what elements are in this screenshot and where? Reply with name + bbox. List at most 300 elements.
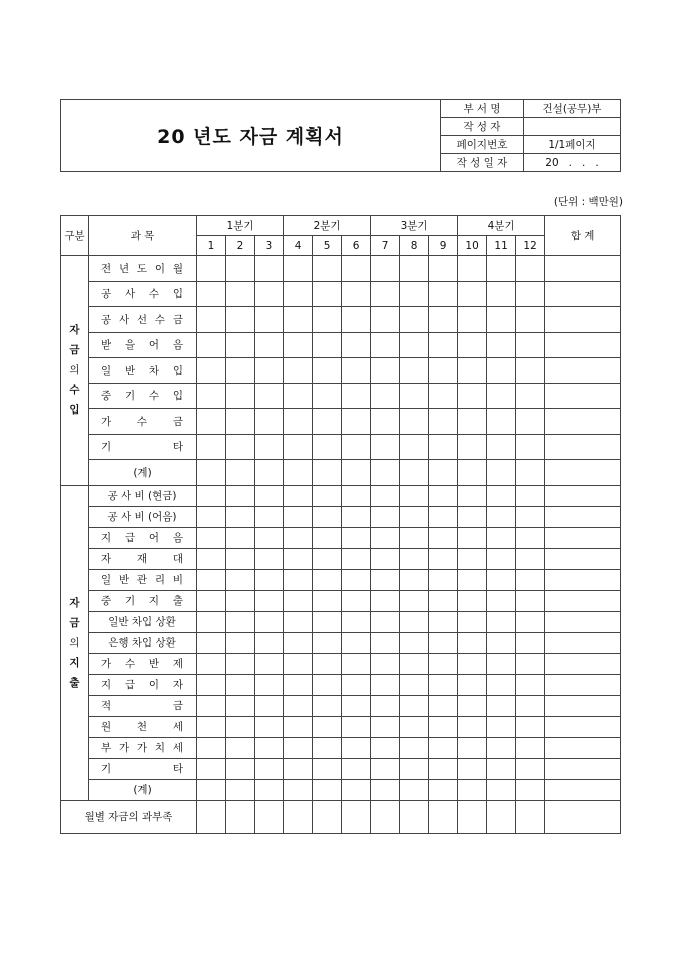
amount-cell[interactable] <box>226 281 255 307</box>
amount-cell[interactable] <box>284 409 313 435</box>
amount-cell[interactable] <box>226 800 255 833</box>
amount-cell[interactable] <box>516 569 545 590</box>
amount-cell[interactable] <box>313 409 342 435</box>
amount-cell[interactable] <box>371 569 400 590</box>
amount-cell[interactable] <box>313 358 342 384</box>
amount-cell[interactable] <box>342 332 371 358</box>
amount-cell[interactable] <box>458 434 487 460</box>
amount-cell[interactable] <box>255 737 284 758</box>
amount-cell[interactable] <box>255 590 284 611</box>
amount-cell[interactable] <box>429 485 458 506</box>
amount-cell[interactable] <box>226 548 255 569</box>
amount-cell[interactable] <box>458 548 487 569</box>
amount-cell[interactable] <box>197 632 226 653</box>
amount-cell[interactable] <box>487 485 516 506</box>
amount-cell[interactable] <box>255 256 284 282</box>
amount-cell[interactable] <box>313 434 342 460</box>
amount-cell[interactable] <box>400 611 429 632</box>
total-cell[interactable] <box>545 800 621 833</box>
amount-cell[interactable] <box>313 383 342 409</box>
amount-cell[interactable] <box>516 307 545 333</box>
amount-cell[interactable] <box>284 358 313 384</box>
amount-cell[interactable] <box>487 590 516 611</box>
amount-cell[interactable] <box>458 695 487 716</box>
amount-cell[interactable] <box>487 653 516 674</box>
amount-cell[interactable] <box>255 779 284 800</box>
amount-cell[interactable] <box>197 674 226 695</box>
field-value-department[interactable]: 건설(공무)부 <box>524 100 621 118</box>
amount-cell[interactable] <box>429 506 458 527</box>
amount-cell[interactable] <box>458 307 487 333</box>
amount-cell[interactable] <box>226 779 255 800</box>
amount-cell[interactable] <box>197 358 226 384</box>
amount-cell[interactable] <box>487 332 516 358</box>
total-cell[interactable] <box>545 737 621 758</box>
amount-cell[interactable] <box>429 779 458 800</box>
amount-cell[interactable] <box>487 281 516 307</box>
amount-cell[interactable] <box>226 758 255 779</box>
amount-cell[interactable] <box>255 527 284 548</box>
amount-cell[interactable] <box>342 281 371 307</box>
amount-cell[interactable] <box>197 800 226 833</box>
amount-cell[interactable] <box>313 527 342 548</box>
total-cell[interactable] <box>545 383 621 409</box>
total-cell[interactable] <box>545 716 621 737</box>
amount-cell[interactable] <box>197 716 226 737</box>
amount-cell[interactable] <box>313 758 342 779</box>
amount-cell[interactable] <box>226 569 255 590</box>
amount-cell[interactable] <box>197 611 226 632</box>
amount-cell[interactable] <box>487 779 516 800</box>
amount-cell[interactable] <box>458 485 487 506</box>
amount-cell[interactable] <box>371 409 400 435</box>
amount-cell[interactable] <box>516 281 545 307</box>
amount-cell[interactable] <box>342 358 371 384</box>
amount-cell[interactable] <box>516 332 545 358</box>
amount-cell[interactable] <box>342 548 371 569</box>
amount-cell[interactable] <box>342 695 371 716</box>
amount-cell[interactable] <box>371 485 400 506</box>
amount-cell[interactable] <box>400 632 429 653</box>
amount-cell[interactable] <box>371 383 400 409</box>
amount-cell[interactable] <box>342 460 371 486</box>
amount-cell[interactable] <box>313 695 342 716</box>
amount-cell[interactable] <box>255 307 284 333</box>
amount-cell[interactable] <box>487 800 516 833</box>
amount-cell[interactable] <box>284 611 313 632</box>
amount-cell[interactable] <box>284 737 313 758</box>
amount-cell[interactable] <box>371 527 400 548</box>
amount-cell[interactable] <box>458 383 487 409</box>
amount-cell[interactable] <box>487 758 516 779</box>
amount-cell[interactable] <box>516 611 545 632</box>
amount-cell[interactable] <box>226 674 255 695</box>
amount-cell[interactable] <box>429 674 458 695</box>
amount-cell[interactable] <box>226 695 255 716</box>
amount-cell[interactable] <box>458 256 487 282</box>
amount-cell[interactable] <box>458 569 487 590</box>
amount-cell[interactable] <box>255 674 284 695</box>
amount-cell[interactable] <box>516 434 545 460</box>
total-cell[interactable] <box>545 485 621 506</box>
total-cell[interactable] <box>545 332 621 358</box>
amount-cell[interactable] <box>458 653 487 674</box>
amount-cell[interactable] <box>516 383 545 409</box>
amount-cell[interactable] <box>400 590 429 611</box>
amount-cell[interactable] <box>371 695 400 716</box>
amount-cell[interactable] <box>516 485 545 506</box>
amount-cell[interactable] <box>487 506 516 527</box>
amount-cell[interactable] <box>429 758 458 779</box>
amount-cell[interactable] <box>400 527 429 548</box>
amount-cell[interactable] <box>197 307 226 333</box>
amount-cell[interactable] <box>197 460 226 486</box>
amount-cell[interactable] <box>516 548 545 569</box>
amount-cell[interactable] <box>342 383 371 409</box>
amount-cell[interactable] <box>516 506 545 527</box>
amount-cell[interactable] <box>487 611 516 632</box>
amount-cell[interactable] <box>255 569 284 590</box>
amount-cell[interactable] <box>284 527 313 548</box>
amount-cell[interactable] <box>284 434 313 460</box>
amount-cell[interactable] <box>400 674 429 695</box>
amount-cell[interactable] <box>371 674 400 695</box>
amount-cell[interactable] <box>371 358 400 384</box>
amount-cell[interactable] <box>342 653 371 674</box>
amount-cell[interactable] <box>429 800 458 833</box>
amount-cell[interactable] <box>400 281 429 307</box>
amount-cell[interactable] <box>226 506 255 527</box>
total-cell[interactable] <box>545 409 621 435</box>
amount-cell[interactable] <box>429 307 458 333</box>
amount-cell[interactable] <box>487 548 516 569</box>
amount-cell[interactable] <box>226 256 255 282</box>
amount-cell[interactable] <box>429 716 458 737</box>
amount-cell[interactable] <box>487 383 516 409</box>
amount-cell[interactable] <box>487 256 516 282</box>
amount-cell[interactable] <box>226 383 255 409</box>
amount-cell[interactable] <box>255 358 284 384</box>
amount-cell[interactable] <box>516 460 545 486</box>
amount-cell[interactable] <box>255 695 284 716</box>
amount-cell[interactable] <box>226 611 255 632</box>
amount-cell[interactable] <box>429 358 458 384</box>
total-cell[interactable] <box>545 569 621 590</box>
amount-cell[interactable] <box>284 281 313 307</box>
amount-cell[interactable] <box>400 653 429 674</box>
amount-cell[interactable] <box>255 548 284 569</box>
total-cell[interactable] <box>545 590 621 611</box>
amount-cell[interactable] <box>429 434 458 460</box>
amount-cell[interactable] <box>458 506 487 527</box>
amount-cell[interactable] <box>284 779 313 800</box>
field-value-page-number[interactable]: 1/1페이지 <box>524 136 621 154</box>
amount-cell[interactable] <box>400 307 429 333</box>
amount-cell[interactable] <box>226 632 255 653</box>
amount-cell[interactable] <box>255 434 284 460</box>
amount-cell[interactable] <box>284 548 313 569</box>
amount-cell[interactable] <box>516 695 545 716</box>
total-cell[interactable] <box>545 358 621 384</box>
amount-cell[interactable] <box>197 695 226 716</box>
amount-cell[interactable] <box>371 779 400 800</box>
amount-cell[interactable] <box>342 256 371 282</box>
amount-cell[interactable] <box>429 460 458 486</box>
amount-cell[interactable] <box>371 281 400 307</box>
amount-cell[interactable] <box>487 695 516 716</box>
amount-cell[interactable] <box>226 358 255 384</box>
amount-cell[interactable] <box>255 460 284 486</box>
amount-cell[interactable] <box>371 434 400 460</box>
amount-cell[interactable] <box>487 674 516 695</box>
amount-cell[interactable] <box>284 307 313 333</box>
amount-cell[interactable] <box>458 674 487 695</box>
amount-cell[interactable] <box>197 548 226 569</box>
amount-cell[interactable] <box>342 716 371 737</box>
total-cell[interactable] <box>545 611 621 632</box>
field-value-author[interactable] <box>524 118 621 136</box>
amount-cell[interactable] <box>342 674 371 695</box>
amount-cell[interactable] <box>255 653 284 674</box>
amount-cell[interactable] <box>429 383 458 409</box>
amount-cell[interactable] <box>429 332 458 358</box>
amount-cell[interactable] <box>284 383 313 409</box>
amount-cell[interactable] <box>487 737 516 758</box>
amount-cell[interactable] <box>458 358 487 384</box>
amount-cell[interactable] <box>313 332 342 358</box>
amount-cell[interactable] <box>342 779 371 800</box>
amount-cell[interactable] <box>197 653 226 674</box>
amount-cell[interactable] <box>342 800 371 833</box>
amount-cell[interactable] <box>458 460 487 486</box>
amount-cell[interactable] <box>487 527 516 548</box>
amount-cell[interactable] <box>516 758 545 779</box>
amount-cell[interactable] <box>400 737 429 758</box>
amount-cell[interactable] <box>255 611 284 632</box>
amount-cell[interactable] <box>313 307 342 333</box>
amount-cell[interactable] <box>197 527 226 548</box>
amount-cell[interactable] <box>255 383 284 409</box>
total-cell[interactable] <box>545 548 621 569</box>
total-cell[interactable] <box>545 527 621 548</box>
amount-cell[interactable] <box>458 632 487 653</box>
amount-cell[interactable] <box>226 716 255 737</box>
amount-cell[interactable] <box>458 332 487 358</box>
amount-cell[interactable] <box>313 256 342 282</box>
amount-cell[interactable] <box>342 485 371 506</box>
amount-cell[interactable] <box>400 800 429 833</box>
amount-cell[interactable] <box>313 590 342 611</box>
amount-cell[interactable] <box>487 632 516 653</box>
amount-cell[interactable] <box>197 779 226 800</box>
amount-cell[interactable] <box>516 737 545 758</box>
amount-cell[interactable] <box>429 256 458 282</box>
amount-cell[interactable] <box>226 460 255 486</box>
amount-cell[interactable] <box>313 569 342 590</box>
amount-cell[interactable] <box>313 653 342 674</box>
amount-cell[interactable] <box>371 256 400 282</box>
amount-cell[interactable] <box>313 779 342 800</box>
amount-cell[interactable] <box>313 485 342 506</box>
amount-cell[interactable] <box>226 737 255 758</box>
amount-cell[interactable] <box>487 434 516 460</box>
amount-cell[interactable] <box>255 506 284 527</box>
amount-cell[interactable] <box>342 590 371 611</box>
amount-cell[interactable] <box>255 800 284 833</box>
amount-cell[interactable] <box>226 307 255 333</box>
amount-cell[interactable] <box>255 485 284 506</box>
total-cell[interactable] <box>545 758 621 779</box>
amount-cell[interactable] <box>371 590 400 611</box>
total-cell[interactable] <box>545 653 621 674</box>
amount-cell[interactable] <box>313 716 342 737</box>
amount-cell[interactable] <box>400 506 429 527</box>
amount-cell[interactable] <box>226 527 255 548</box>
amount-cell[interactable] <box>371 506 400 527</box>
amount-cell[interactable] <box>400 358 429 384</box>
amount-cell[interactable] <box>255 332 284 358</box>
amount-cell[interactable] <box>516 716 545 737</box>
total-cell[interactable] <box>545 256 621 282</box>
amount-cell[interactable] <box>429 653 458 674</box>
amount-cell[interactable] <box>400 409 429 435</box>
total-cell[interactable] <box>545 307 621 333</box>
amount-cell[interactable] <box>342 527 371 548</box>
amount-cell[interactable] <box>516 653 545 674</box>
amount-cell[interactable] <box>197 383 226 409</box>
amount-cell[interactable] <box>313 548 342 569</box>
total-cell[interactable] <box>545 632 621 653</box>
total-cell[interactable] <box>545 506 621 527</box>
amount-cell[interactable] <box>255 632 284 653</box>
amount-cell[interactable] <box>429 409 458 435</box>
amount-cell[interactable] <box>371 307 400 333</box>
amount-cell[interactable] <box>197 758 226 779</box>
amount-cell[interactable] <box>342 506 371 527</box>
amount-cell[interactable] <box>371 460 400 486</box>
amount-cell[interactable] <box>458 409 487 435</box>
amount-cell[interactable] <box>429 281 458 307</box>
amount-cell[interactable] <box>429 737 458 758</box>
amount-cell[interactable] <box>284 590 313 611</box>
amount-cell[interactable] <box>342 569 371 590</box>
amount-cell[interactable] <box>458 779 487 800</box>
amount-cell[interactable] <box>429 569 458 590</box>
amount-cell[interactable] <box>313 281 342 307</box>
amount-cell[interactable] <box>516 590 545 611</box>
amount-cell[interactable] <box>400 716 429 737</box>
amount-cell[interactable] <box>284 758 313 779</box>
total-cell[interactable] <box>545 281 621 307</box>
amount-cell[interactable] <box>516 674 545 695</box>
amount-cell[interactable] <box>371 716 400 737</box>
amount-cell[interactable] <box>371 758 400 779</box>
amount-cell[interactable] <box>516 527 545 548</box>
total-cell[interactable] <box>545 779 621 800</box>
amount-cell[interactable] <box>429 527 458 548</box>
total-cell[interactable] <box>545 460 621 486</box>
amount-cell[interactable] <box>197 332 226 358</box>
amount-cell[interactable] <box>516 358 545 384</box>
amount-cell[interactable] <box>226 485 255 506</box>
amount-cell[interactable] <box>371 332 400 358</box>
amount-cell[interactable] <box>458 281 487 307</box>
amount-cell[interactable] <box>284 674 313 695</box>
amount-cell[interactable] <box>342 758 371 779</box>
amount-cell[interactable] <box>284 632 313 653</box>
amount-cell[interactable] <box>342 632 371 653</box>
amount-cell[interactable] <box>342 434 371 460</box>
amount-cell[interactable] <box>197 409 226 435</box>
amount-cell[interactable] <box>255 758 284 779</box>
amount-cell[interactable] <box>255 716 284 737</box>
amount-cell[interactable] <box>487 307 516 333</box>
amount-cell[interactable] <box>226 332 255 358</box>
amount-cell[interactable] <box>226 653 255 674</box>
amount-cell[interactable] <box>284 800 313 833</box>
amount-cell[interactable] <box>284 506 313 527</box>
amount-cell[interactable] <box>371 548 400 569</box>
amount-cell[interactable] <box>371 611 400 632</box>
amount-cell[interactable] <box>429 611 458 632</box>
amount-cell[interactable] <box>487 569 516 590</box>
amount-cell[interactable] <box>371 653 400 674</box>
amount-cell[interactable] <box>255 281 284 307</box>
amount-cell[interactable] <box>400 383 429 409</box>
amount-cell[interactable] <box>313 506 342 527</box>
amount-cell[interactable] <box>429 548 458 569</box>
amount-cell[interactable] <box>400 695 429 716</box>
amount-cell[interactable] <box>458 590 487 611</box>
amount-cell[interactable] <box>487 716 516 737</box>
amount-cell[interactable] <box>197 485 226 506</box>
total-cell[interactable] <box>545 695 621 716</box>
amount-cell[interactable] <box>197 256 226 282</box>
amount-cell[interactable] <box>313 611 342 632</box>
amount-cell[interactable] <box>400 256 429 282</box>
amount-cell[interactable] <box>197 434 226 460</box>
amount-cell[interactable] <box>197 506 226 527</box>
amount-cell[interactable] <box>458 527 487 548</box>
amount-cell[interactable] <box>400 460 429 486</box>
amount-cell[interactable] <box>400 758 429 779</box>
amount-cell[interactable] <box>313 674 342 695</box>
amount-cell[interactable] <box>458 758 487 779</box>
amount-cell[interactable] <box>516 632 545 653</box>
amount-cell[interactable] <box>284 485 313 506</box>
amount-cell[interactable] <box>284 695 313 716</box>
amount-cell[interactable] <box>516 800 545 833</box>
amount-cell[interactable] <box>458 737 487 758</box>
amount-cell[interactable] <box>371 800 400 833</box>
amount-cell[interactable] <box>284 256 313 282</box>
amount-cell[interactable] <box>458 611 487 632</box>
amount-cell[interactable] <box>197 281 226 307</box>
amount-cell[interactable] <box>400 548 429 569</box>
total-cell[interactable] <box>545 674 621 695</box>
amount-cell[interactable] <box>371 632 400 653</box>
amount-cell[interactable] <box>255 409 284 435</box>
amount-cell[interactable] <box>197 569 226 590</box>
amount-cell[interactable] <box>342 409 371 435</box>
amount-cell[interactable] <box>313 800 342 833</box>
amount-cell[interactable] <box>458 716 487 737</box>
amount-cell[interactable] <box>342 737 371 758</box>
amount-cell[interactable] <box>429 632 458 653</box>
amount-cell[interactable] <box>487 358 516 384</box>
amount-cell[interactable] <box>400 485 429 506</box>
amount-cell[interactable] <box>226 590 255 611</box>
